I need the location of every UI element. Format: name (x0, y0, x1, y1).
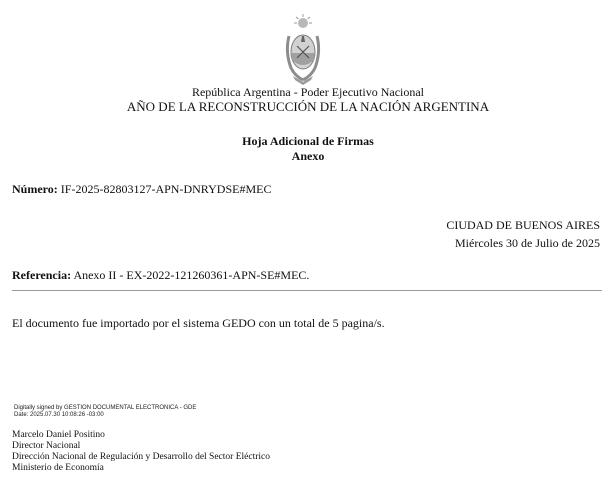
digital-signature-date: Date: 2025.07.30 10:08:26 -03:00 (14, 412, 104, 418)
republic-line: República Argentina - Poder Ejecutivo Nacional (191, 85, 425, 99)
signer-office: Dirección Nacional de Regulación y Desarrollo del Sector Eléctrico (12, 452, 270, 462)
document-subtitle: Anexo (291, 149, 325, 163)
divider (12, 290, 602, 291)
numero-value: IF-2025-82803127-APN-DNRYDSE#MEC (60, 182, 272, 196)
document-date: Miércoles 30 de Julio de 2025 (455, 236, 600, 250)
referencia-row (12, 268, 309, 283)
year-motto: AÑO DE LA RECONSTRUCCIÓN DE LA NACIÓN ARGENTINA (126, 99, 490, 114)
referencia-label: Referencia: (12, 268, 72, 282)
referencia-value: Anexo II - EX-2022-121260361-APN-SE#MEC. (73, 268, 310, 282)
signer-ministry: Ministerio de Economía (12, 463, 104, 473)
city: CIUDAD DE BUENOS AIRES (446, 218, 600, 232)
numero-label: Número: (12, 182, 58, 196)
digital-signature-stamp (14, 405, 196, 419)
signer-position: Director Nacional (12, 441, 81, 451)
numero-row (12, 182, 271, 197)
body-text: El documento fue importado por el sistema GEDO con un total de 5 pagina/s. (12, 316, 385, 330)
digital-signature-line: Digitally signed by GESTION DOCUMENTAL ELECTRONICA - GDE (14, 405, 197, 411)
argentina-coat-of-arms-icon (283, 12, 323, 86)
signer-name: Marcelo Daniel Positino (12, 430, 105, 440)
document-title: Hoja Adicional de Firmas (242, 134, 374, 148)
signer-block (12, 430, 270, 474)
